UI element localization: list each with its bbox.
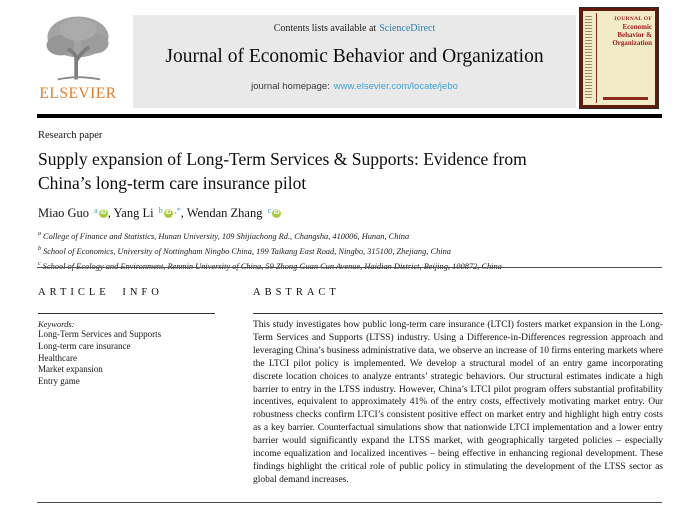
cover-title-line1: JOURNAL OF [613,16,652,22]
cover-title-line3: Behavior & [617,30,652,39]
author-separator: , [107,206,114,220]
homepage-url-link[interactable]: www.elsevier.com/locate/jebo [333,81,458,92]
keyword-item: Healthcare [38,352,77,363]
homepage-prefix: journal homepage: [251,81,330,92]
author-name: Wendan Zhang [186,206,266,220]
cover-spine-text [585,16,592,100]
keywords-list [38,329,215,388]
journal-header-box [133,15,576,108]
author-name: Yang Li [113,206,157,220]
cover-title-line4: Organization [612,39,652,48]
contents-line [133,15,576,34]
article-info-heading: ARTICLE INFO [38,287,163,298]
elsevier-wordmark: ELSEVIER [39,85,117,102]
keyword-item: Long-Term Services and Supports [38,329,162,339]
corresponding-author-marker: ,* [174,206,181,215]
cover-title [612,16,652,48]
keyword-item: Market expansion [38,364,103,375]
affiliation-row [38,243,502,258]
keyword-item: Long-term care insurance [38,340,131,351]
article-type-label: Research paper [38,130,103,141]
sciencedirect-link[interactable]: ScienceDirect [379,23,436,34]
keyword-item: Entry game [38,376,80,387]
abstract-heading: ABSTRACT [253,287,340,298]
homepage-line [133,81,576,92]
author-affiliation-sup: b [158,206,163,215]
article-info-column [38,287,215,388]
authors-line [38,206,281,221]
header-separator-bar [37,114,662,118]
elsevier-tree-icon [41,12,115,84]
affiliation-text: College of Finance and Statistics, Hunan University, 109 Shijiachong Rd., Changsha, 410006, Hunan, China [43,231,410,241]
author-affiliation-sup: a [94,206,98,215]
journal-title: Journal of Economic Behavior and Organization [165,46,544,67]
author-separator: , [180,206,187,220]
journal-cover-thumbnail [580,8,658,108]
affiliation-text: School of Economics, University of Nottingham Ningbo China, 199 Taikang East Road, Ningbo, 315100, Zhejiang, China [43,246,451,256]
affiliations-rule [37,267,662,268]
author-affiliation-sup: c [267,206,272,215]
affiliation-sup: a [38,231,41,237]
keywords-label: Keywords: [38,319,75,329]
affiliation-text: School of Ecology and Environment, Renmin University of China, 59 Zhong Guan Cun Avenue, Haidian District, Beijing, 100872, China [42,261,502,271]
abstract-rule [253,313,663,314]
orcid-icon[interactable]: iD [100,210,107,216]
cover-bottom-bar [603,97,648,100]
contents-prefix: Contents lists available at [273,23,377,34]
article-info-rule [38,313,215,314]
elsevier-logo [36,12,120,103]
affiliation-sup: c [38,261,41,268]
orcid-icon[interactable]: iD [273,210,280,216]
orcid-icon[interactable]: iD [165,210,172,216]
author-name: Miao Guo [38,206,93,220]
cover-title-line2: Economic [622,22,652,31]
affiliation-row [38,258,502,273]
affiliation-sup: b [38,246,41,253]
abstract-text: This study investigates how public long-term care insurance (LTCI) fosters market expansion in the Long-Term Services and Supports (LTSS) industry. Using a Difference-in-Differences regression approach and leveraging China’s business administrative data, we observe an increase of 10 firms entering markets where the LTCI pilot policy is implemented. We develop a structural model of an entry game incorporating discrete location choices to analyze entrants’ strategic behaviors. Our structural estimates indicate a high barrier to entry in the LTSS industry. However, China’s LTCI pilot program offers substantial profitability incentives, equivalent to approximately 41% of the entry costs, effectively motivating market entry. Our robustness checks confirm LTCI’s consistent positive effect on market entry and highlight high entry costs as a key barrier. Counterfactual simulations show that nationwide LTCI implementation and a lower entry barrier would significantly expand the LTSS market, with geographically targeted policies – especially income equalization and localized incentives – being effective in enhancing regional development. These findings highlight the critical role of public policy in stimulating the development of the LTSS sector as global demand increases. [253,320,663,485]
affiliation-row [38,228,502,243]
cover-divider-line [596,13,597,103]
abstract-column [253,287,663,487]
bottom-rule [37,502,662,503]
article-title: Supply expansion of Long-Term Services & Supports: Evidence from China’s long-term care insurance pilot [38,149,527,193]
